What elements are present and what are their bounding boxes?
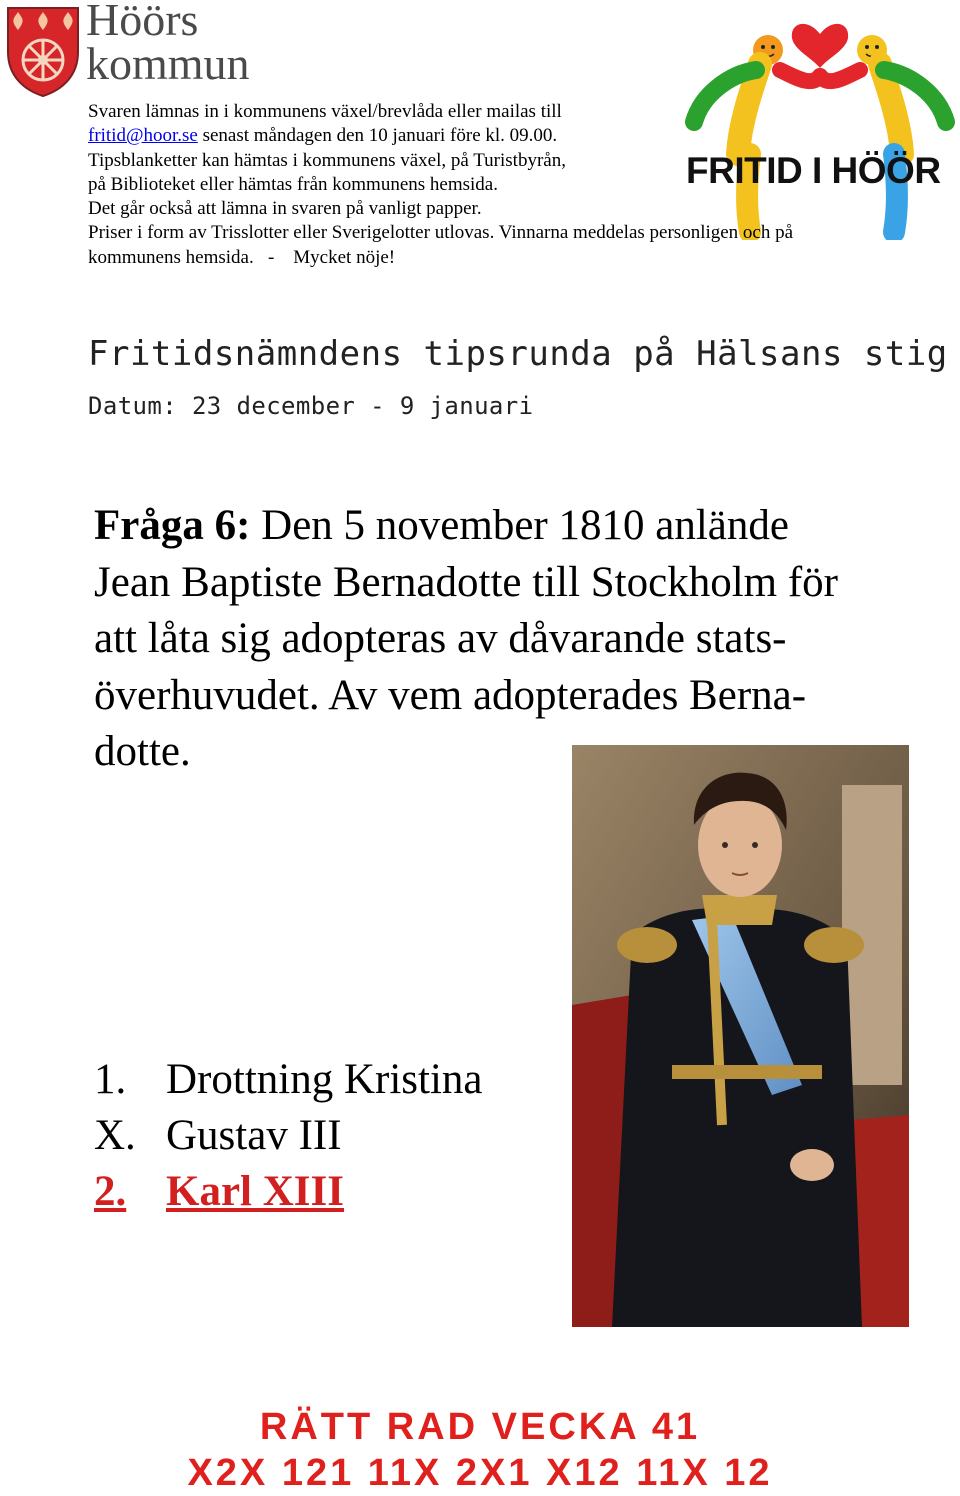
question-line: att låta sig adopteras av dåvarande stats- [94,615,787,662]
footer-row: X2X 121 11X 2X1 X12 11X 12 [187,1452,773,1494]
info-line: Tipsblanketter kan hämtas i kommunens växel, på Turistbyrån, [88,149,566,171]
municipality-name [86,0,250,89]
answer-number: 1. [94,1056,127,1103]
answer-text: Karl XIII [166,1168,344,1215]
quiz-date: Datum: 23 december - 9 januari [88,392,534,420]
answer-text: Drottning Kristina [166,1056,483,1103]
question-line [94,498,944,555]
bernadotte-portrait [572,745,909,1327]
info-line-rest: senast måndagen den 10 januari före kl. 09.00. [197,125,558,147]
question-line: Jean Baptiste Bernadotte till Stockholm för [94,558,838,606]
question-label: Fråga 6: [94,502,251,549]
fritid-logo-text: FRITID I HÖÖR [686,150,941,191]
answer-list [94,1052,483,1220]
answer-number: X. [94,1112,136,1159]
info-line: kommunens hemsida. - Mycket nöje! [88,246,396,268]
coat-of-arms-icon [4,4,82,98]
hoors-kommun-logo [2,2,264,100]
answer-option-2-correct [94,1164,483,1220]
answer-option-1 [94,1052,483,1108]
answer-text: Gustav III [166,1112,342,1159]
info-line: Priser i form av Trisslotter eller Sverigelotter utlovas. Vinnarna meddelas personligen och på [88,222,794,244]
info-line: på Biblioteket eller hämtas från kommunens hemsida. [88,173,498,195]
municipality-name-line1: Höörs [86,0,199,45]
footer-title: RÄTT RAD VECKA 41 [259,1406,701,1448]
answer-option-x [94,1108,483,1164]
question-line1: Den 5 november 1810 anlände [250,502,789,549]
info-line: Svaren lämnas in i kommunens växel/brevlåda eller mailas till [88,101,562,122]
info-paragraph [88,100,948,270]
question-line: dotte. [94,728,191,775]
question-text [94,498,944,781]
email-link[interactable]: fritid@hoor.se [88,125,198,147]
municipality-name-line2: kommun [86,38,250,89]
info-line [88,124,948,148]
correct-row-footer [0,1404,960,1496]
quiz-title: Fritidsnämndens tipsrunda på Hälsans stig [88,334,948,374]
info-line: Det går också att lämna in svaren på vanligt papper. [88,198,482,220]
question-line: överhuvudet. Av vem adopterades Berna- [94,671,807,719]
answer-number: 2. [94,1168,127,1215]
